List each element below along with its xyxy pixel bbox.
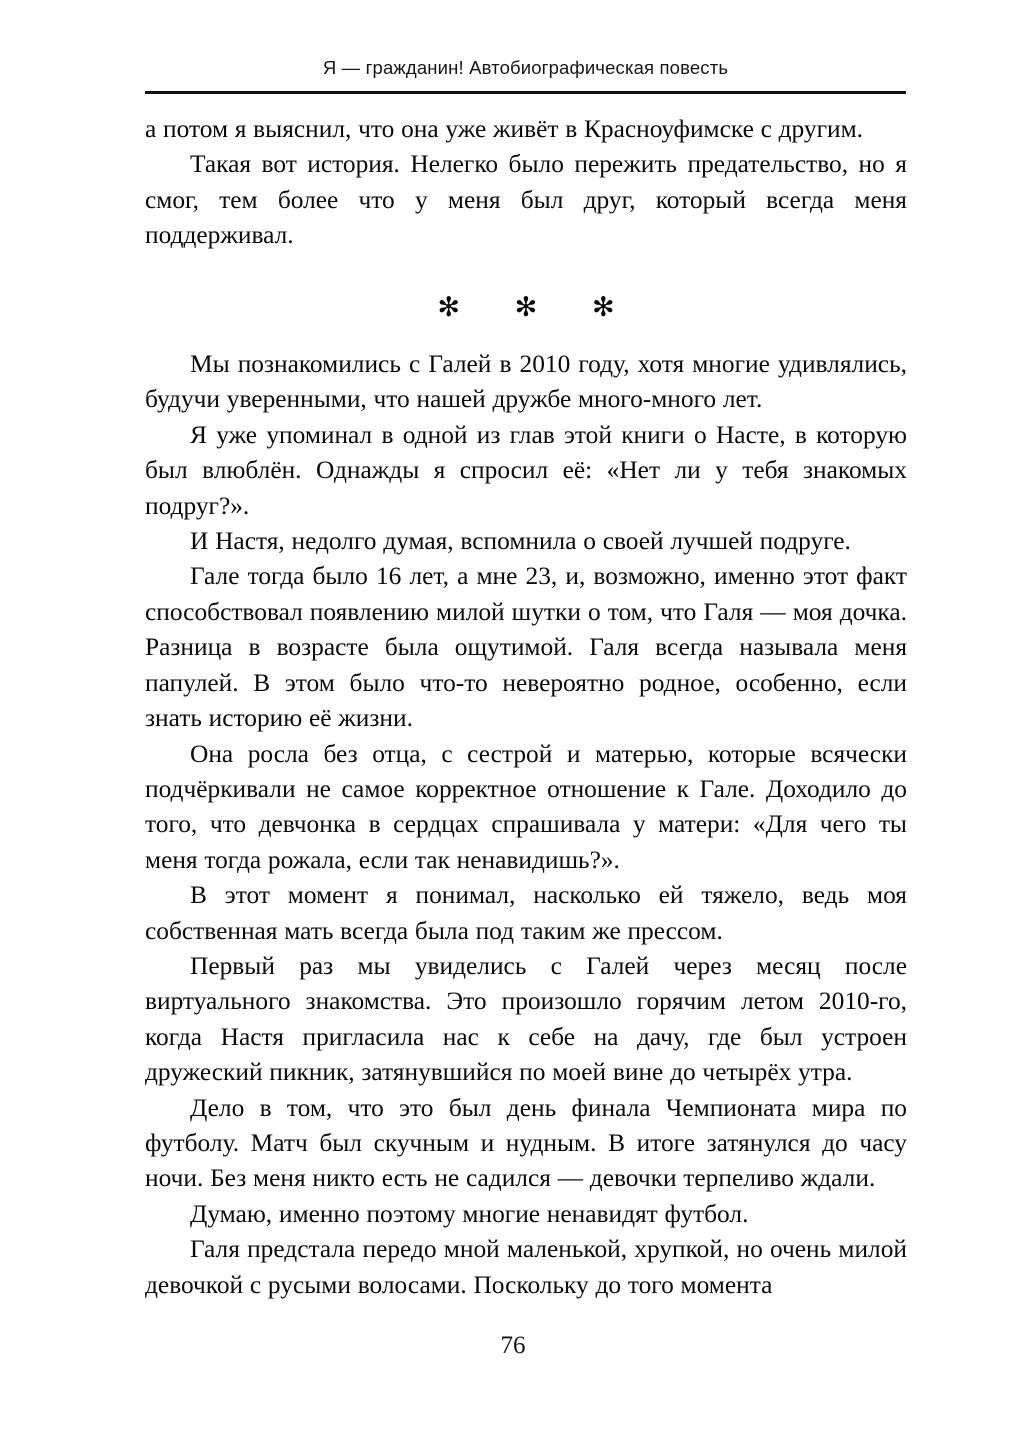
- scene-break-asterisks: ✻ ✻ ✻: [437, 291, 639, 322]
- paragraph: Гале тогда было 16 лет, а мне 23, и, возможно, именно этот факт способствовал появлению милой шутки о том, что Галя — моя дочка. Разница в возрасте была ощутимой. Галя всегда называла меня папулей. В этом было что-то невероятно родное, особенно, если знать историю её жизни.: [145, 562, 907, 733]
- paragraph: Галя предстала передо мной маленькой, хрупкой, но очень милой девочкой с русыми волосами. Поскольку до того момента: [145, 1235, 907, 1299]
- paragraph: Она росла без отца, с сестрой и матерью, которые всячески подчёркивали не самое корректное отношение к Гале. Доходило до того, что девчонка в сердцах спрашивала у матери: «Для чего ты меня тогда рожала, если так ненавидишь?».: [145, 739, 907, 874]
- page-number: 76: [500, 1332, 526, 1359]
- header-rule: [145, 91, 906, 94]
- paragraph: Мы познакомились с Галей в 2010 году, хотя многие удивлялись, будучи уверенными, что нашей дружбе много-много лет.: [145, 350, 907, 414]
- paragraph: В этот момент я понимал, насколько ей тяжело, ведь моя собственная мать всегда была под таким же прессом.: [145, 881, 907, 945]
- running-head: Я — гражданин! Автобиографическая повесть: [322, 57, 729, 78]
- body-text-block: [145, 112, 907, 1303]
- paragraph: Первый раз мы увиделись с Галей через месяц после виртуального знакомства. Это произошло горячим летом 2010-го, когда Настя пригласила нас к себе на дачу, где был устроен дружеский пикник, затянувшийся по моей вине до четырёх утра.: [145, 951, 907, 1087]
- paragraph: Думаю, именно поэтому многие ненавидят футбол.: [190, 1199, 749, 1228]
- paragraph: а потом я выяснил, что она уже живёт в Красноуфимске с другим.: [145, 115, 864, 143]
- paragraph: Такая вот история. Нелегко было пережить предательство, но я смог, тем более что у меня был друг, который всегда меня поддерживал.: [145, 150, 907, 250]
- paragraph: Дело в том, что это был день финала Чемпионата мира по футболу. Матч был скучным и нудным. В итоге затянулся до часу ночи. Без меня никто есть не садился — девочки терпеливо ждали.: [145, 1093, 907, 1193]
- paragraph: Я уже упоминал в одной из глав этой книги о Насте, в которую был влюблён. Однажды я спросил её: «Нет ли у тебя знакомых подруг?».: [145, 420, 907, 520]
- paragraph: И Настя, недолго думая, вспомнила о своей лучшей подруге.: [190, 527, 851, 556]
